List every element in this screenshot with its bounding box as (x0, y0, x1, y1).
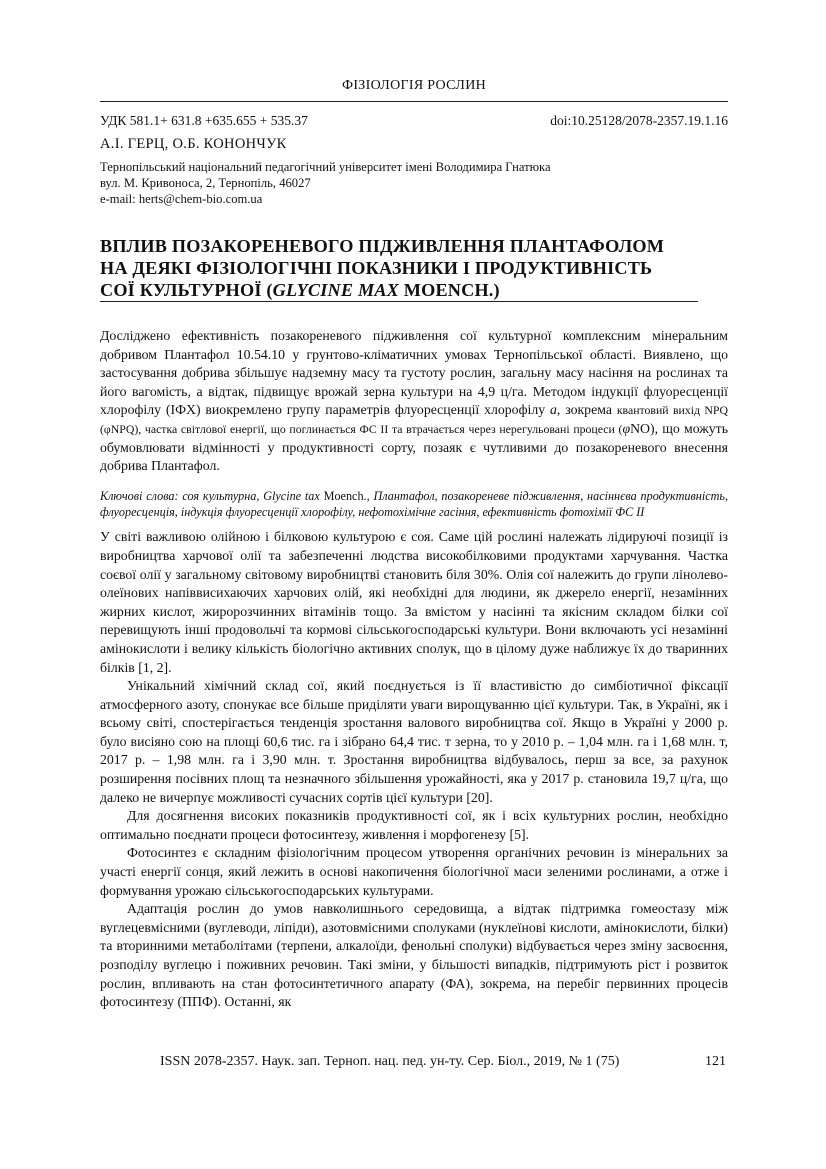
abstract-part-3: NO), що можуть обумовлювати відмінності у продуктивності сорту, позаяк є чутливими до позакореневого внесення добрива Плантафол. (100, 420, 728, 474)
paragraph-4: Фотосинтез є складним фізіологічним процесом утворення органічних речовин із мінеральних за участі енергії сонця, який лежить в основі накопичення біологічної маси зеленими рослинами, а отже і формування урожаю сільськогосподарських культурами. (100, 845, 728, 898)
abstract-chlorophyll-a: a (550, 402, 557, 418)
article-title (100, 235, 728, 302)
udc-code: УДК 581.1+ 631.8 +635.655 + 535.37 (100, 113, 308, 128)
title-species: GLYCINE MAX (272, 280, 399, 300)
page-footer (160, 1054, 726, 1070)
title-line-1: ВПЛИВ ПОЗАКОРЕНЕВОГО ПІДЖИВЛЕННЯ ПЛАНТАФОЛОМ (100, 236, 665, 256)
journal-citation: ISSN 2078-2357. Наук. зап. Терноп. нац. пед. ун-ту. Сер. Біол., 2019, № 1 (75) (160, 1054, 620, 1069)
title-line-3 (100, 279, 698, 302)
affiliation-email: e-mail: herts@chem-bio.com.ua (100, 192, 263, 206)
keywords (100, 489, 728, 521)
paragraph-2: Унікальний хімічний склад сої, який поєднується із її властивістю до симбіотичної фіксації атмосферного азоту, спонукає все більше приділяти уваги вирощуванню цієї культури. Так, в Україні, як і всьому світі, спостерігається тенденція зростання валового виробництва сої. Якщо в Україні у 2000 р. було висіяно сою на площі 60,6 тис. га і зібрано 64,4 тис. т зерна, то у 2010 р. – 1,04 млн. га і 1,68 млн. т, 2017 р. – 1,98 млн. га і 3,90 млн. т. Зростання виробництва відбувалось, перш за все, за рахунок розширення посівних площ та незначного збільшення урожайності, яка у 2017 р. становила 19,7 ц/га, що далеко не вичерпує можливості сучасних сортів цієї культури [20]. (100, 678, 728, 805)
paragraph-1: У світі важливою олійною і білковою культурою є соя. Саме цій рослині належать лідируючі позиції із виробництва харчової олії та забезпеченні людства високобілковими продуктами харчування. Частка соєвої олії у загальному світовому виробництві становить біля 30%. Олія сої належить до групи лінолево-олеїнових напіввисихаючих харчових олій, які необхідні для людини, як джерело енергії, незамінних жирних кислот, жиророзчинних вітамінів тощо. За вмістом у насінні та якісним складом білки сої перевищують інші продовольчі та кормові сільськогосподарські культури. Вони включають усі незамінні амінокислоти і велику кількість біологічно активних сполук, що в цілому дуже наближує їх до тваринних білків [1, 2]. (100, 529, 728, 675)
article-page (100, 78, 728, 1012)
title-line-2: НА ДЕЯКІ ФІЗІОЛОГІЧНІ ПОКАЗНИКИ І ПРОДУКТИВНІСТЬ (100, 258, 653, 278)
keywords-upright: Moench. (323, 488, 367, 503)
keywords-part-a: Ключові слова: соя культурна, Glycine tax (100, 488, 324, 503)
doi: doi:10.25128/2078-2357.19.1.16 (550, 113, 728, 128)
title-line-3-b: MOENCH.) (399, 280, 500, 300)
authors: А.І. ГЕРЦ, О.Б. КОНОНЧУК (100, 136, 287, 152)
title-line-3-a: СОЇ КУЛЬТУРНОЇ ( (100, 280, 273, 300)
paragraph-5: Адаптація рослин до умов навколишнього середовища, а відтак підтримка гомеостазу між вуглецевмісними (вуглеводи, ліпіди), азотовмісними сполуками (нуклеїнові кислоти, амінокислоти, білки) та вторинними метаболітами (терпени, алкалоїди, фенольні сполуки) відбувається через зміну засвоєння, розподілу вуглецю і поживних речовин. Такі зміни, у більшості випадків, підтримують ріст і розвиток рослин, впливають на стан фотосинтетичного апарату (ФА), зокрема, на перебіг первинних процесів фотосинтезу (ППФ). Останні, як (100, 901, 728, 1010)
abstract (100, 327, 728, 476)
affiliation (100, 159, 728, 207)
abstract-part-1: Досліджено ефективність позакореневого підживлення сої культурної комплексним мінеральним добривом Плантафол 10.54.10 у грунтово-кліматичних умовах Тернопільської області. Виявлено, що застосування добрива збільшує надземну масу та густоту рослин, загальну масу насіння на рослинах та його вагомість, а відтак, підвищує врожай зерна культури на 4,9 ц/га. Методом індукції флуоресценції хлорофілу (ІФХ) виокремлено групу параметрів флуоресценції хлорофілу (100, 328, 728, 418)
affiliation-address: вул. М. Кривоноса, 2, Тернопіль, 46027 (100, 176, 311, 190)
abstract-small-text: квантовий вихід NPQ (φNPQ), частка світлової енергії, що поглинається ФС II та втрачається через нерегульовані процеси ( (100, 403, 728, 436)
meta-row (100, 113, 728, 129)
article-body (100, 528, 728, 1011)
paragraph-3: Для досягнення високих показників продуктивності сої, як і всіх культурних рослин, необхідно оптимально поєднати процеси фотосинтезу, живлення і морфогенезу [5]. (100, 808, 728, 842)
section-header: ФІЗІОЛОГІЯ РОСЛИН (100, 78, 728, 102)
page-number: 121 (705, 1054, 726, 1069)
abstract-part-2: , зокрема (556, 402, 617, 418)
affiliation-university: Тернопільський національний педагогічний університет імені Володимира Гнатюка (100, 160, 551, 174)
keywords-part-b: , Плантафол, позакореневе підживлення, насіннєва продуктивність, флуоресценція, індукція флуоресценції хлорофілу, нефотохімічне гасіння, ефективність фотохімії ФС II (100, 488, 729, 519)
abstract-phi: φ (622, 420, 631, 436)
